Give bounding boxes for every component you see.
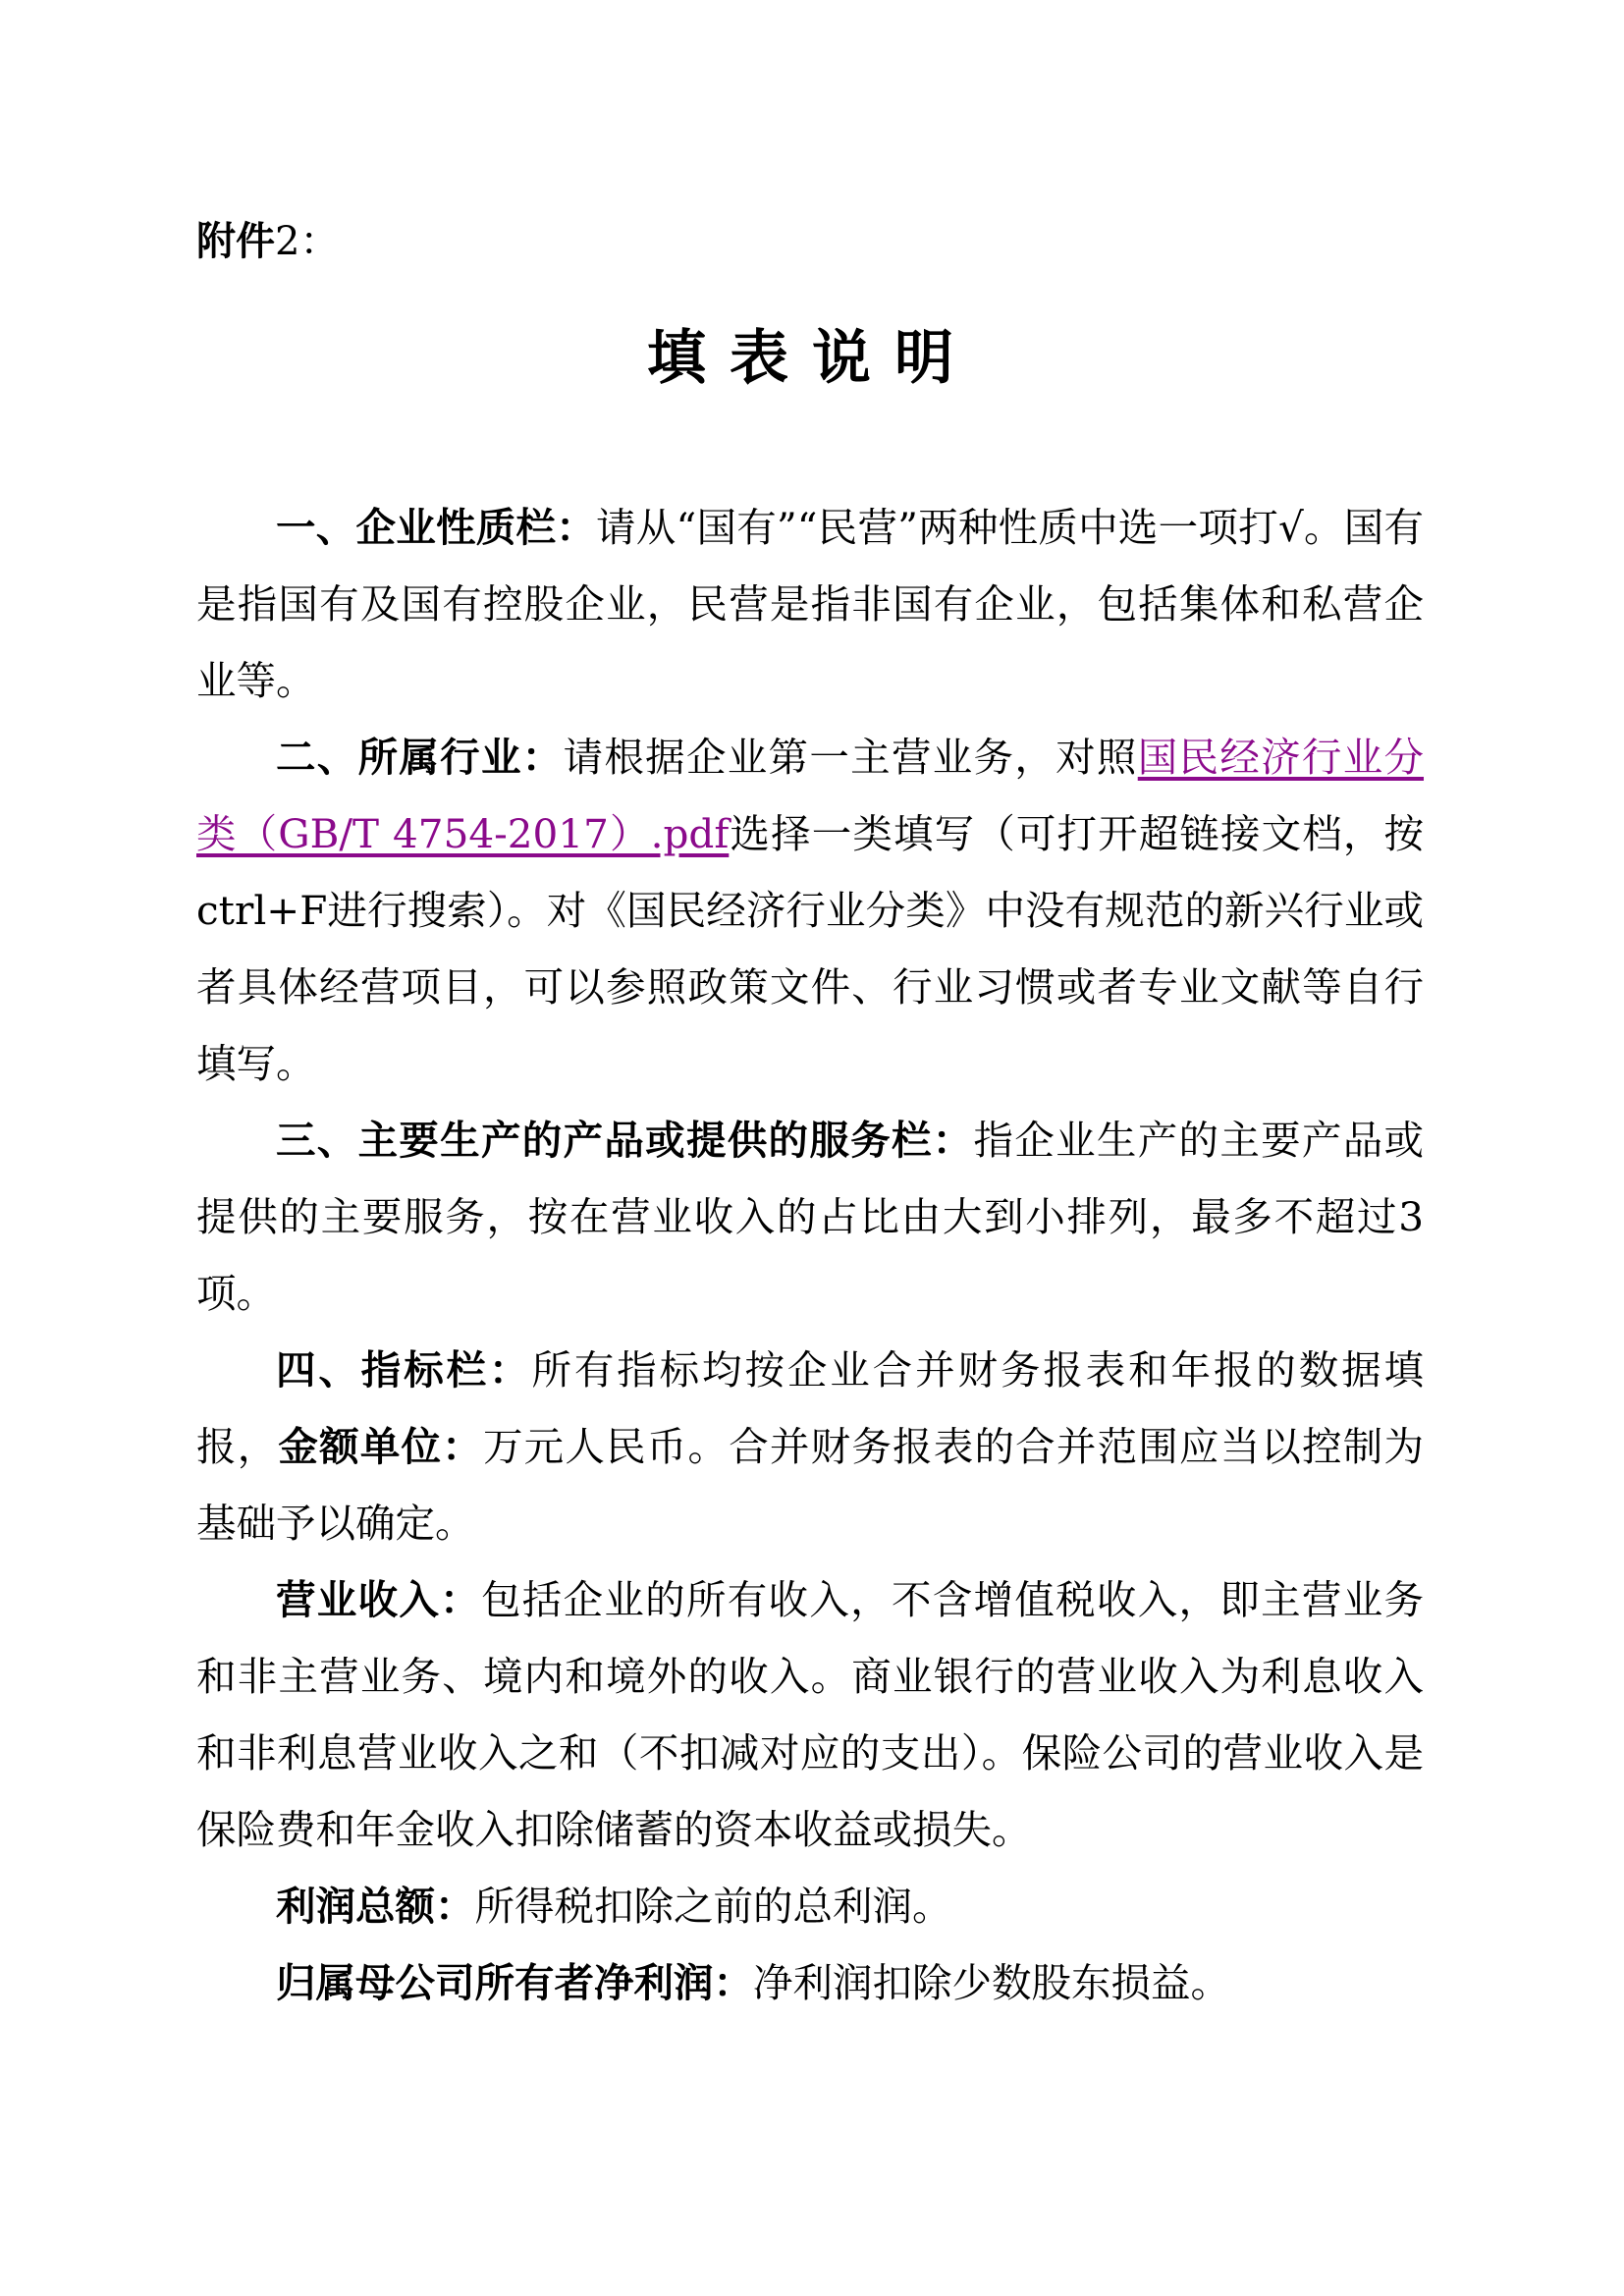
section-heading: 营业收入： bbox=[276, 1576, 481, 1623]
section-text: 请从“国有”“民营”两种性质中选一项打√。国有是指国有及国有控股企业，民营是指非国有企业，包括集体和私营企业等。 bbox=[196, 504, 1425, 704]
section-heading: 三、主要生产的产品或提供的服务栏： bbox=[276, 1117, 974, 1164]
section-industry bbox=[196, 719, 1424, 1102]
attachment-label-text: 附件 bbox=[196, 219, 275, 264]
document-body bbox=[196, 489, 1424, 2021]
section-text: 所得税扣除之前的总利润。 bbox=[474, 1883, 952, 1930]
section-text-before: 所有指标均按企业合并财务报表和年报的数据填报， bbox=[196, 1346, 1425, 1470]
industry-classification-pdf-link[interactable]: 国民经济行业分类（GB/T 4754-2017）.pdf bbox=[196, 734, 1425, 857]
section-operating-revenue bbox=[196, 1561, 1424, 1868]
amount-unit-heading: 金额单位： bbox=[278, 1423, 483, 1470]
section-text: 包括企业的所有收入，不含增值税收入，即主营业务和非主营业务、境内和境外的收入。商业银行的营业收入为利息收入和非利息营业收入之和（不扣减对应的支出）。保险公司的营业收入是保险费和年金收入扣除储蓄的资本收益或损失。 bbox=[196, 1576, 1425, 1853]
section-text: 净利润扣除少数股东损益。 bbox=[753, 1959, 1230, 2006]
section-heading: 二、所属行业： bbox=[276, 734, 564, 781]
section-text-before-link: 请根据企业第一主营业务，对照 bbox=[563, 734, 1138, 781]
section-enterprise-nature bbox=[196, 489, 1424, 719]
section-main-products bbox=[196, 1102, 1424, 1332]
section-total-profit bbox=[196, 1868, 1424, 1944]
attachment-number: 2： bbox=[275, 219, 340, 264]
page-title: 填表说明 bbox=[647, 324, 977, 393]
section-heading: 一、企业性质栏： bbox=[276, 504, 597, 551]
section-heading: 利润总额： bbox=[276, 1883, 475, 1930]
attachment-label bbox=[196, 214, 339, 269]
section-indicators bbox=[196, 1332, 1424, 1561]
section-heading: 四、指标栏： bbox=[276, 1346, 532, 1394]
section-net-profit-parent bbox=[196, 1944, 1424, 2021]
section-text-after-link: 选择一类填写（可打开超链接文档，按ctrl+F进行搜索）。对《国民经济行业分类》中没有规范的新兴行业或者具体经营项目，可以参照政策文件、行业习惯或者专业文献等自行填写。 bbox=[196, 810, 1425, 1087]
section-text: 指企业生产的主要产品或提供的主要服务，按在营业收入的占比由大到小排列，最多不超过3项。 bbox=[196, 1117, 1425, 1317]
section-heading: 归属母公司所有者净利润： bbox=[276, 1959, 753, 2006]
section-text-after: 万元人民币。合并财务报表的合并范围应当以控制为基础予以确定。 bbox=[196, 1423, 1425, 1547]
